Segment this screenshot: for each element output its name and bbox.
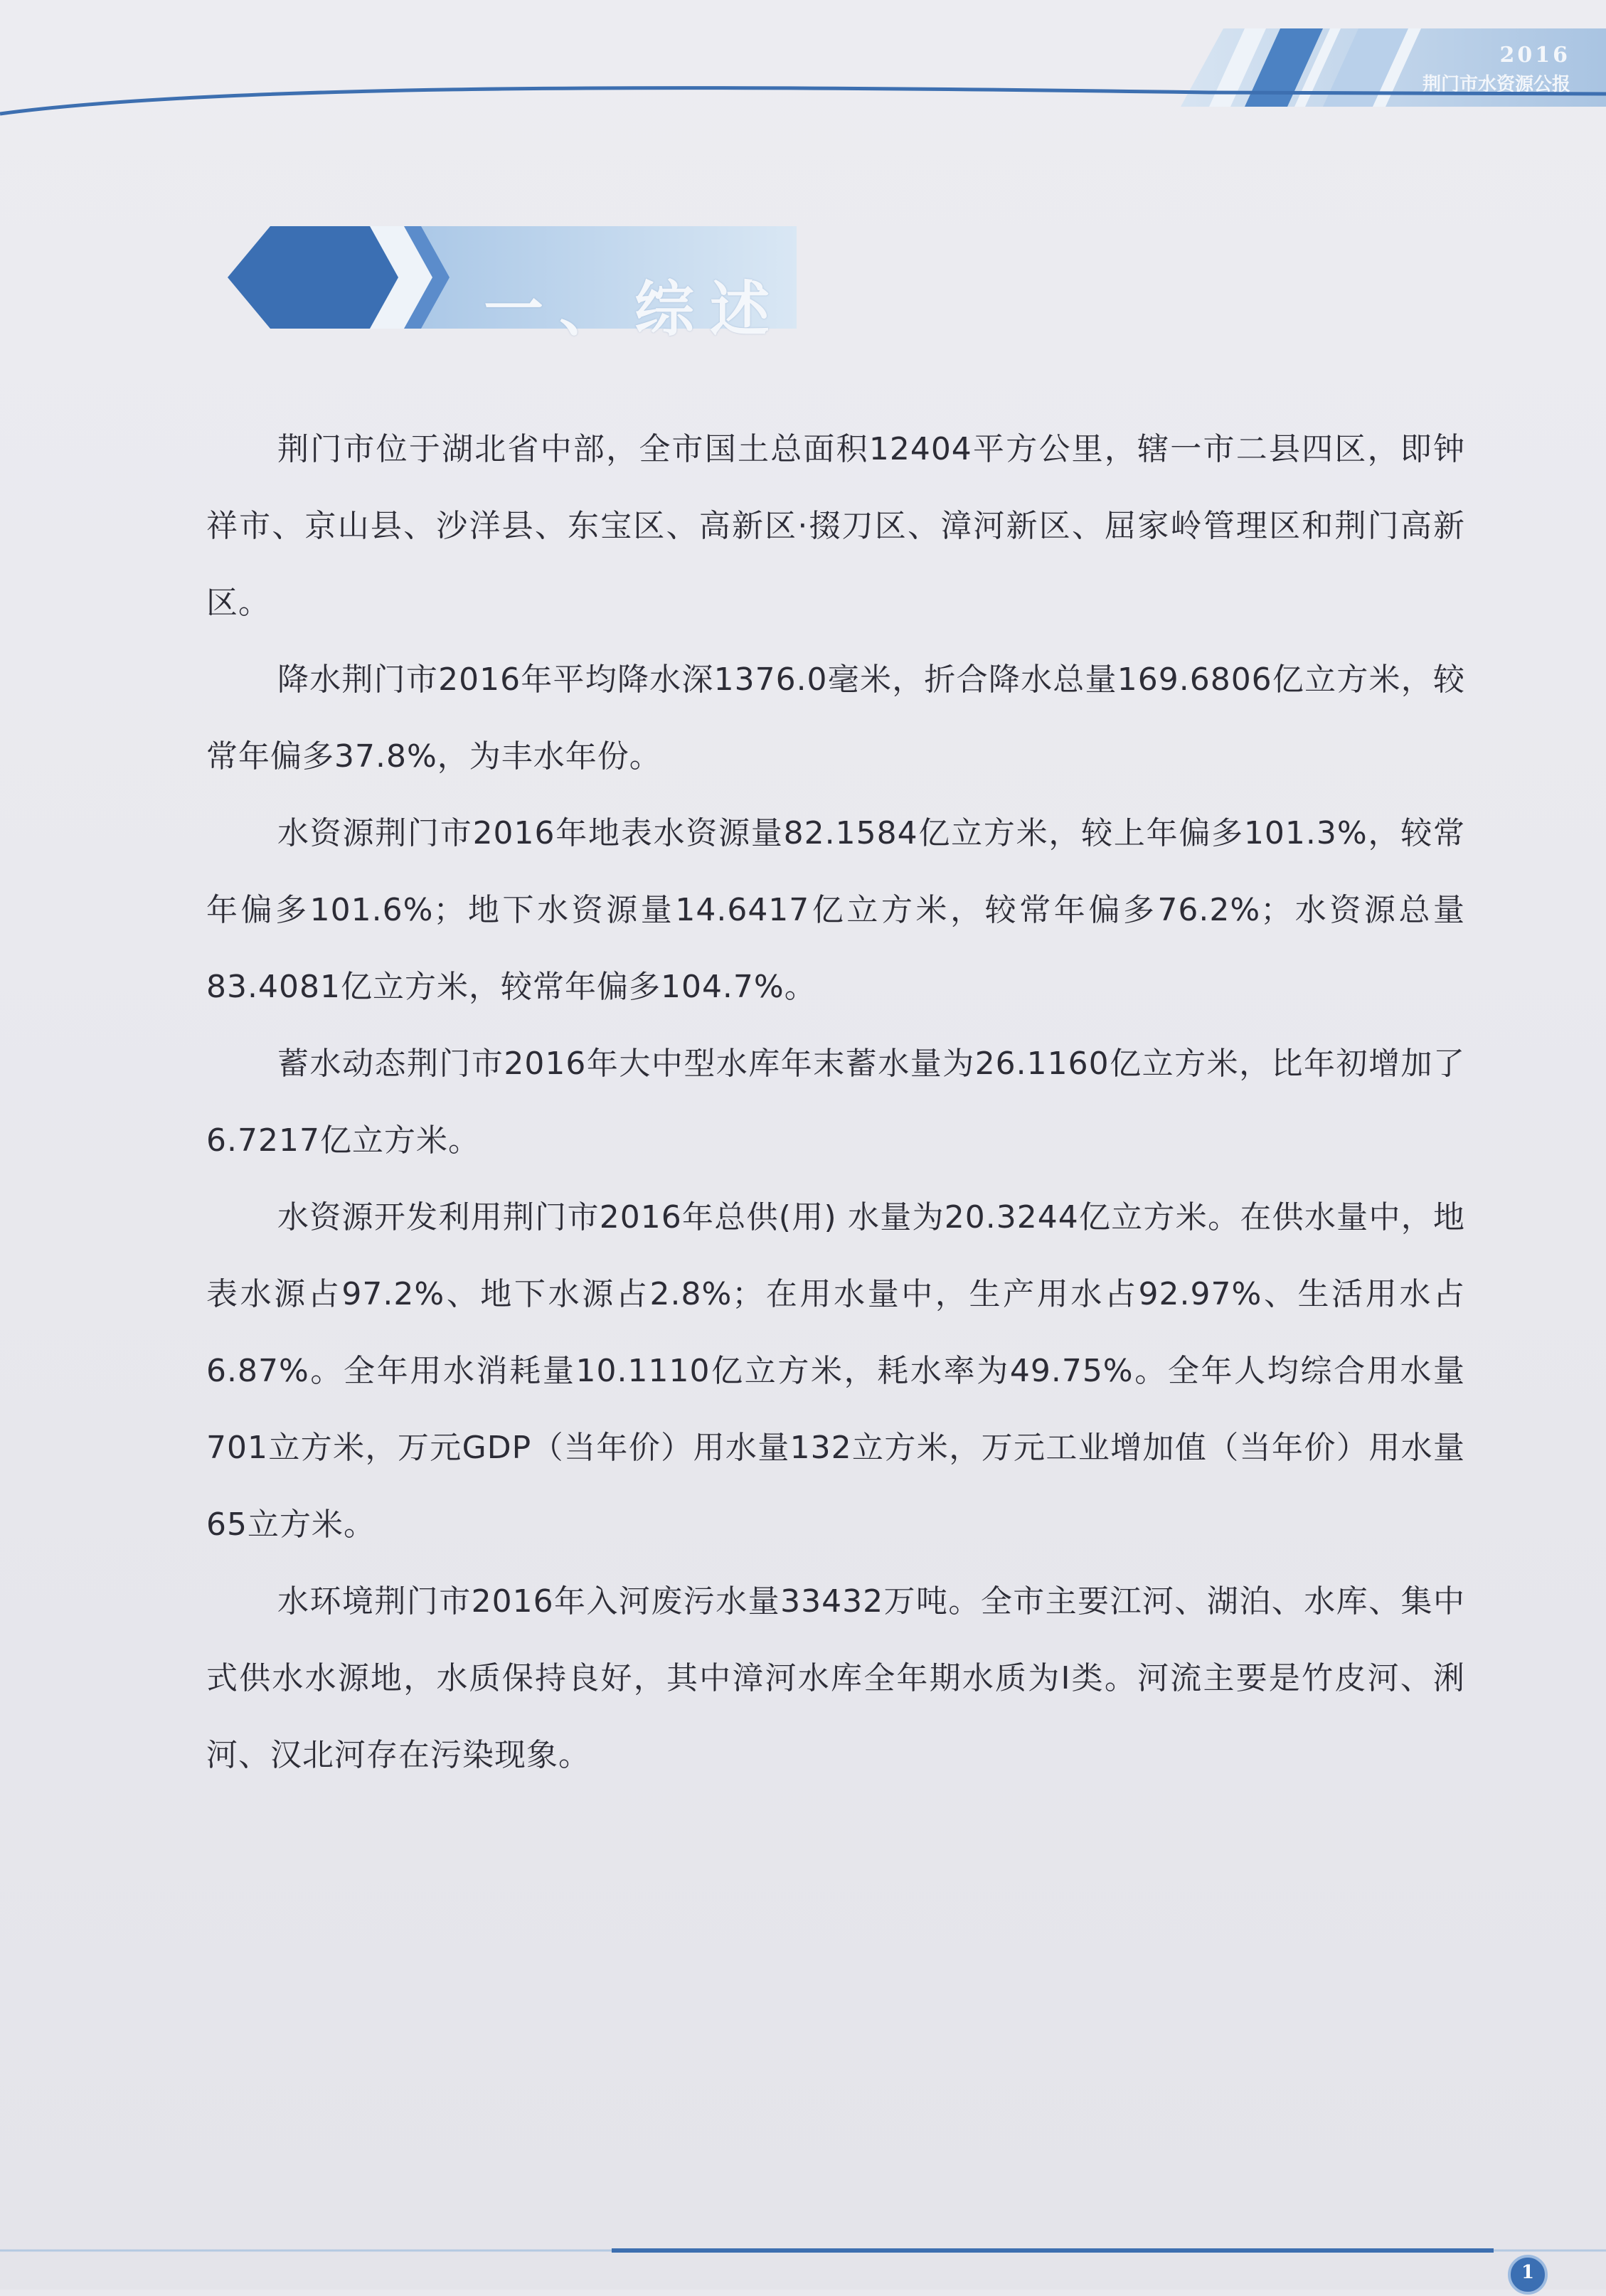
paragraph-storage: 蓄水动态荆门市2016年大中型水库年末蓄水量为26.1160亿立方米，比年初增加了6.7217亿立方米。 [206, 1046, 1465, 1159]
paragraph-water-use: 水资源开发利用荆门市2016年总供(用) 水量为20.3244亿立方米。在供水量中，地表水源占97.2%、地下水源占2.8%；在用水量中，生产用水占92.97%、生活用水占6.87%。全年用水消耗量10.1110亿立方米，耗水率为49.75%。全年人均综合用水量701立方米，万元GDP（当年价）用水量132立方米，万元工业增加值（当年价）用水量65立方米。 [206, 1199, 1465, 1543]
paragraph-precipitation: 降水荆门市2016年平均降水深1376.0毫米，折合降水总量169.6806亿立方米，较常年偏多37.8%，为丰水年份。 [206, 661, 1465, 775]
page-number: 1 [1521, 2262, 1535, 2283]
top-divider-curve [0, 71, 1606, 128]
header-title: 荆门市水资源公报 [1422, 74, 1570, 95]
paragraph-water-environment: 水环境荆门市2016年入河废污水量33432万吨。全市主要江河、湖泊、水库、集中式供水水源地，水质保持良好，其中漳河水库全年期水质为Ⅰ类。河流主要是竹皮河、浰河、汉北河存在污染现象。 [206, 1583, 1465, 1773]
body-text [206, 411, 1465, 1794]
header-year: 2016 [1499, 43, 1570, 68]
paragraph-overview: 荆门市位于湖北省中部，全市国土总面积12404平方公里，辖一市二县四区，即钟祥市、京山县、沙洋县、东宝区、高新区·掇刀区、漳河新区、屈家岭管理区和荆门高新区。 [206, 431, 1465, 621]
section-title: 一、综述 [484, 275, 786, 344]
paragraph-water-resources: 水资源荆门市2016年地表水资源量82.1584亿立方米，较上年偏多101.3%，较常年偏多101.6%；地下水资源量14.6417亿立方米，较常年偏多76.2%；水资源总量83.4081亿立方米，较常年偏多104.7%。 [206, 815, 1465, 1005]
footer-divider-line [0, 2233, 1606, 2290]
